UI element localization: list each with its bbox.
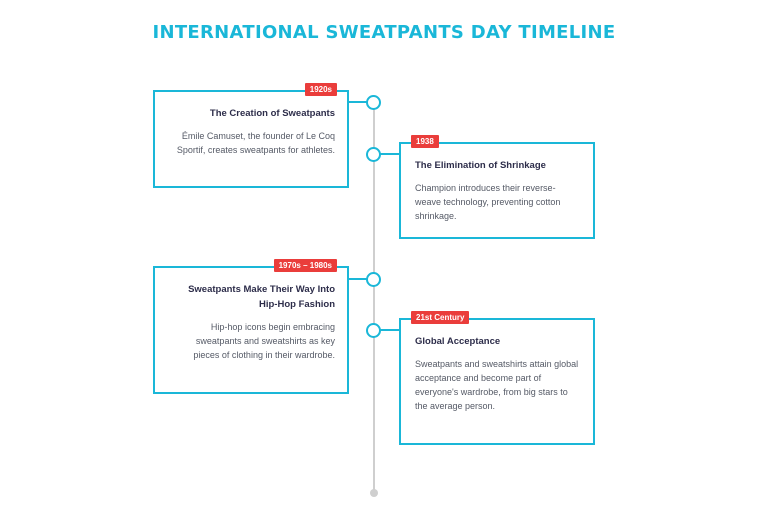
event-description: Champion introduces their reverse-weave technology, preventing cotton shrinkage. [415,183,561,221]
timeline-end-dot [370,489,378,497]
event-card-1970s-1980s [153,261,349,394]
date-badge: 1938 [411,135,439,148]
timeline-node [366,323,381,338]
connector-line [380,329,400,331]
event-card-1920s [153,85,349,188]
event-heading: The Creation of Sweatpants [209,108,335,119]
connector-line [348,101,368,103]
event-description: Sweatpants and sweatshirts attain global acceptance and become part of everyone's wardrobe, from big stars to the average person. [415,359,579,411]
date-badge: 1920s [305,83,337,96]
timeline-node [366,95,381,110]
connector-line [348,278,368,280]
timeline-node [366,272,381,287]
event-card-21st-century [399,313,595,445]
page-title: INTERNATIONAL SWEATPANTS DAY TIMELINE [152,22,616,43]
event-heading: The Elimination of Shrinkage [415,160,546,171]
event-card-1938 [399,137,595,239]
event-description: Émile Camuset, the founder of Le Coq Sportif, creates sweatpants for athletes. [176,131,335,155]
timeline-node [366,147,381,162]
connector-line [380,153,400,155]
date-badge: 21st Century [411,311,469,324]
event-description: Hip-hop icons begin embracing sweatpants and sweatshirts as key pieces of clothing in their wardrobe. [193,322,335,360]
date-badge: 1970s – 1980s [274,259,337,272]
event-heading: Global Acceptance [415,336,501,347]
event-heading: Sweatpants Make Their Way Into Hip-Hop Fashion [188,284,335,310]
